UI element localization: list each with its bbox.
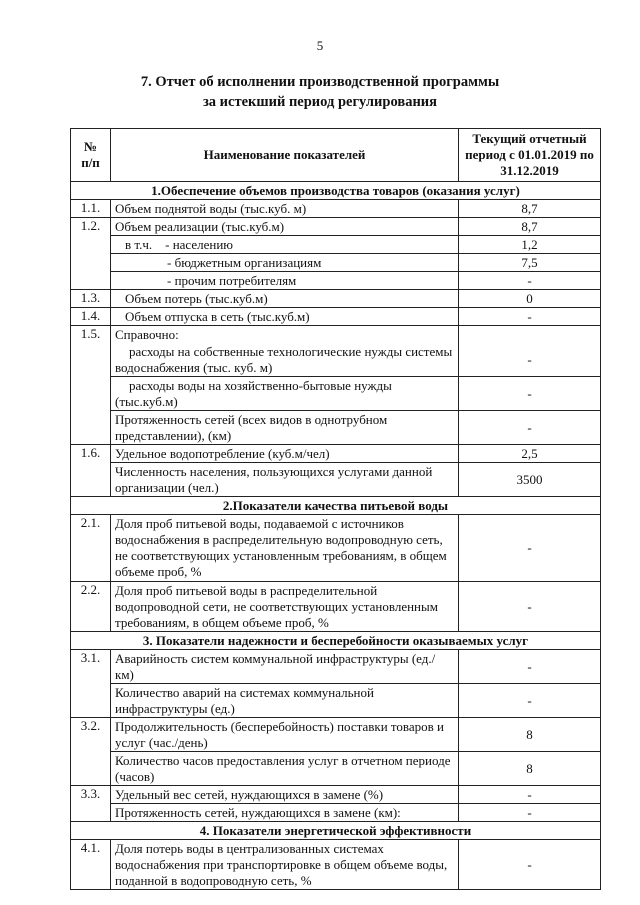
table-row <box>71 200 601 218</box>
section-header <box>71 497 601 515</box>
row-value: - <box>459 411 601 445</box>
row-value: 8 <box>459 752 601 786</box>
table-row <box>71 582 601 632</box>
row-number: 1.3. <box>71 290 111 308</box>
row-name: Протяженность сетей, нуждающихся в замене (км): <box>111 804 459 822</box>
section-title: 4. Показатели энергетической эффективности <box>71 822 601 840</box>
row-number: 3.2. <box>71 718 111 752</box>
row-value: - <box>459 650 601 684</box>
row-name-text: расходы на собственные технологические нужды системы водоснабжения (тыс. куб. м) <box>115 343 453 375</box>
table-row <box>71 411 601 445</box>
row-number <box>71 804 111 822</box>
row-number <box>71 343 111 377</box>
table-row <box>71 272 601 290</box>
row-name: Объем отпуска в сеть (тыс.куб.м) <box>111 308 459 326</box>
section-header <box>71 182 601 200</box>
row-number: 2.2. <box>71 582 111 632</box>
table-row <box>71 236 601 254</box>
row-name: Численность населения, пользующихся услугами данной организации (чел.) <box>111 463 459 497</box>
row-name: Протяженность сетей (всех видов в однотрубном представлении), (км) <box>111 411 459 445</box>
table-row <box>71 343 601 377</box>
row-number <box>71 254 111 272</box>
row-number <box>71 236 111 254</box>
table-row <box>71 290 601 308</box>
row-value: - <box>459 308 601 326</box>
row-name: Доля проб питьевой воды, подаваемой с источников водоснабжения в распределительную водопроводную сеть, не соответствующих установленным требованиям, в общем объеме проб, % <box>111 515 459 582</box>
row-name: Доля проб питьевой воды в распределительной водопроводной сети, не соответствующих установленным требованиям, в общем объеме проб, % <box>111 582 459 632</box>
row-name: Объем реализации (тыс.куб.м) <box>111 218 459 236</box>
row-number: 1.5. <box>71 326 111 344</box>
row-number: 1.1. <box>71 200 111 218</box>
row-value: 7,5 <box>459 254 601 272</box>
row-number: 1.4. <box>71 308 111 326</box>
table-row <box>71 752 601 786</box>
row-name: - бюджетным организациям <box>111 254 459 272</box>
row-name <box>111 343 459 377</box>
row-name: Количество аварий на системах коммунальной инфраструктуры (ед.) <box>111 684 459 718</box>
row-number: 1.6. <box>71 445 111 463</box>
table-row <box>71 650 601 684</box>
row-name: Объем потерь (тыс.куб.м) <box>111 290 459 308</box>
row-name: Продолжительность (бесперебойность) поставки товаров и услуг (час./день) <box>111 718 459 752</box>
row-value: 3500 <box>459 463 601 497</box>
row-number <box>71 684 111 718</box>
row-name: Объем поднятой воды (тыс.куб. м) <box>111 200 459 218</box>
row-value: 8,7 <box>459 218 601 236</box>
section-title: 1.Обеспечение объемов производства товаров (оказания услуг) <box>71 182 601 200</box>
row-value: - <box>459 786 601 804</box>
section-title: 3. Показатели надежности и бесперебойности оказываемых услуг <box>71 632 601 650</box>
row-value: - <box>459 343 601 377</box>
row-number: 3.1. <box>71 650 111 684</box>
title-line-1: 7. Отчет об исполнении производственной программы <box>140 74 500 90</box>
table-row <box>71 218 601 236</box>
header-period: Текущий отчетный период с 01.01.2019 по 31.12.2019 <box>459 129 601 182</box>
table-row <box>71 840 601 890</box>
row-name: Доля потерь воды в централизованных системах водоснабжения при транспортировке в общем объеме воды, поданной в водопроводную сеть, % <box>111 840 459 890</box>
table-row <box>71 377 601 411</box>
row-name: в т.ч. - населению <box>111 236 459 254</box>
row-value: - <box>459 582 601 632</box>
section-header <box>71 822 601 840</box>
row-number <box>71 463 111 497</box>
row-name: Справочно: <box>111 326 459 344</box>
row-value: - <box>459 377 601 411</box>
row-name: Удельное водопотребление (куб.м/чел) <box>111 445 459 463</box>
row-value: - <box>459 684 601 718</box>
row-value: - <box>459 515 601 582</box>
table-row <box>71 308 601 326</box>
document-title <box>0 72 640 112</box>
row-value: 0 <box>459 290 601 308</box>
report-table <box>70 128 601 890</box>
table-row <box>71 326 601 344</box>
table-row <box>71 804 601 822</box>
row-value: 1,2 <box>459 236 601 254</box>
row-value: - <box>459 804 601 822</box>
row-number: 2.1. <box>71 515 111 582</box>
row-value: 8,7 <box>459 200 601 218</box>
table-header-row <box>71 129 601 182</box>
row-number <box>71 411 111 445</box>
section-title: 2.Показатели качества питьевой воды <box>71 497 601 515</box>
page-number: 5 <box>316 38 324 53</box>
row-number: 1.2. <box>71 218 111 236</box>
section-header <box>71 632 601 650</box>
row-number <box>71 272 111 290</box>
row-name: - прочим потребителям <box>111 272 459 290</box>
row-number: 4.1. <box>71 840 111 890</box>
row-name <box>111 377 459 411</box>
table-row <box>71 515 601 582</box>
table-row <box>71 254 601 272</box>
row-value: 8 <box>459 718 601 752</box>
table-row <box>71 786 601 804</box>
table-row <box>71 684 601 718</box>
header-num: № п/п <box>71 129 111 182</box>
table-row <box>71 718 601 752</box>
row-name: Аварийность систем коммунальной инфраструктуры (ед./км) <box>111 650 459 684</box>
row-value: 2,5 <box>459 445 601 463</box>
row-value <box>459 326 601 344</box>
header-name: Наименование показателей <box>111 129 459 182</box>
row-name-text: расходы воды на хозяйственно-бытовые нужды (тыс.куб.м) <box>115 377 392 409</box>
row-name: Удельный вес сетей, нуждающихся в замене (%) <box>111 786 459 804</box>
table-row <box>71 463 601 497</box>
row-number <box>71 377 111 411</box>
row-number <box>71 752 111 786</box>
title-line-2: за истекший период регулирования <box>202 94 438 110</box>
row-value: - <box>459 272 601 290</box>
row-number: 3.3. <box>71 786 111 804</box>
row-value: - <box>459 840 601 890</box>
table-row <box>71 445 601 463</box>
row-name: Количество часов предоставления услуг в отчетном периоде (часов) <box>111 752 459 786</box>
